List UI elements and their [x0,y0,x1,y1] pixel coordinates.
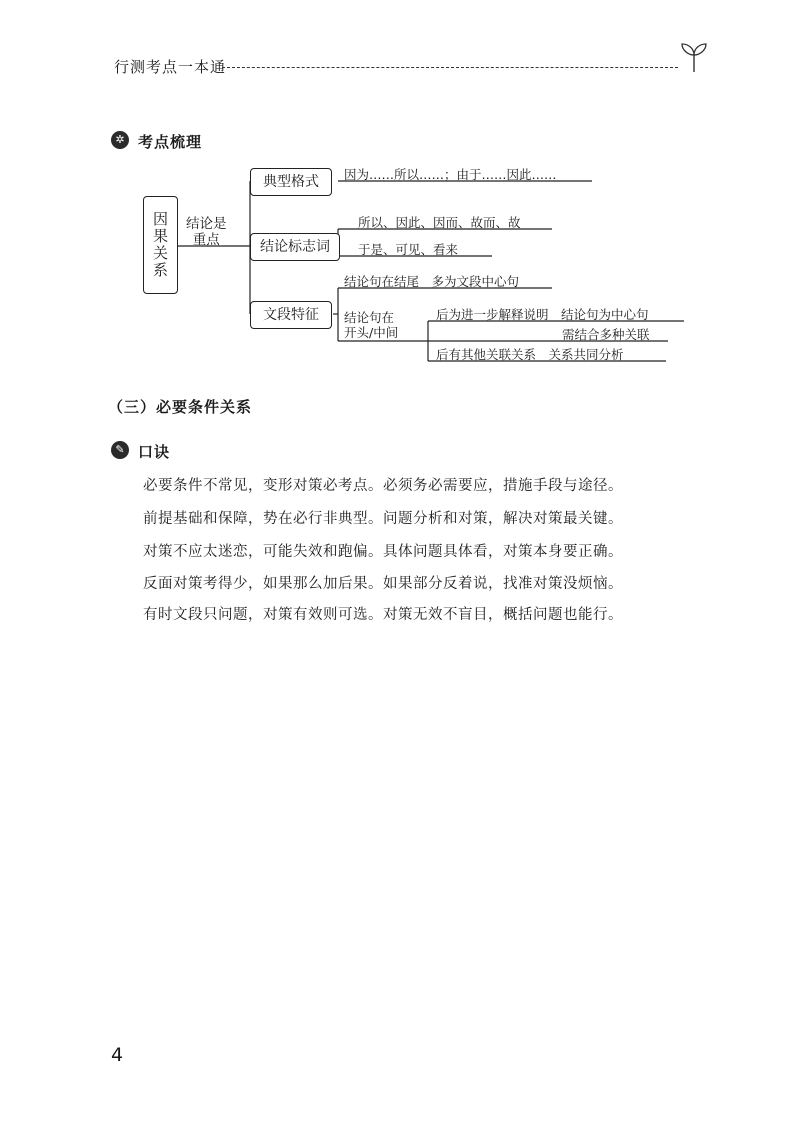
section-title-necessary-condition: （三）必要条件关系 [108,398,253,416]
verse-line-3: 对策不应太迷恋，可能失效和跑偏。具体问题具体看，对策本身要正确。 [143,544,623,560]
verse-line-2: 前提基础和保障，势在必行非典型。问题分析和对策，解决对策最关键。 [143,511,623,527]
node-typical-format: 典型格式 [250,168,332,196]
mind-map-branch-label: 结论是 重点 [186,216,227,248]
sub-item-explain: 后为进一步解释说明 结论句为中心句 [436,307,649,322]
running-header-title: 行测考点一本通 [114,58,227,76]
sub-item-combine: 需结合多种关联 [562,327,650,342]
gear-icon: ✲ [111,131,129,149]
node-passage-features: 文段特征 [250,301,332,329]
verse-line-5: 有时文段只问题，对策有效则可选。对策无效不盲目，概括问题也能行。 [143,607,623,623]
sub-item-other-relations: 后有其他关联关系 关系共同分析 [436,347,624,362]
page-number: 4 [111,1044,124,1066]
mind-map-root: 因果关系 [143,196,178,294]
mind-map-connectors [0,0,800,400]
marker-words-line-1: 所以、因此、因而、故而、故 [358,215,521,230]
section-title-koujue: 口诀 [138,443,171,461]
feature-start-middle-label: 结论句在 开头/中间 [344,310,399,340]
verse-line-1: 必要条件不常见，变形对策必考点。必须务必需要应，措施手段与途径。 [143,478,623,494]
feature-end-text: 结论句在结尾 多为文段中心句 [344,274,520,289]
verse-line-4: 反面对策考得少，如果那么加后果。如果部分反着说，找准对策没烦恼。 [143,576,623,592]
node-conclusion-markers: 结论标志词 [250,233,340,261]
pencil-icon: ✎ [111,441,129,459]
typical-format-text: 因为……所以……；由于……因此…… [344,167,557,182]
section-title-kaodian: 考点梳理 [138,133,203,151]
marker-words-line-2: 于是、可见、看来 [358,242,459,257]
